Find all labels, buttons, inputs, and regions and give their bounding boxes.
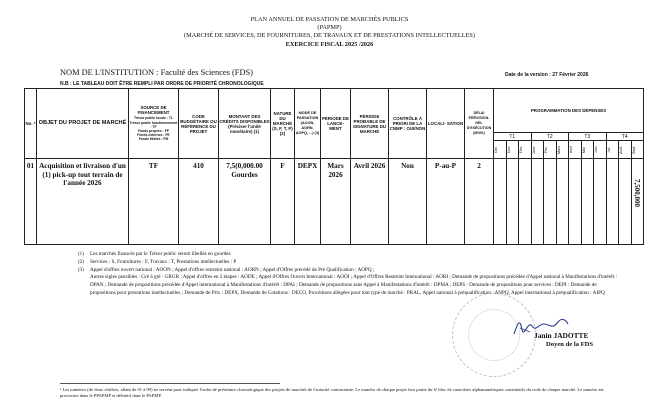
month-cell xyxy=(631,141,644,159)
month-cell xyxy=(544,159,557,245)
version-date: Date de la version : 27 Février 2026 xyxy=(505,72,589,78)
col-source xyxy=(129,89,179,159)
col-programmation: PROGRAMMATION DES DÉPENSES xyxy=(494,89,644,133)
col-objet: OBJET DU PROJET DE MARCHÉ xyxy=(37,89,129,159)
month-cell xyxy=(494,141,507,159)
month-cell xyxy=(506,159,519,245)
month-may: Mai xyxy=(581,146,586,153)
month-cell xyxy=(581,159,594,245)
row-delai: 2 xyxy=(465,159,494,245)
month-cell xyxy=(619,141,632,159)
month-cell xyxy=(569,159,582,245)
legend-text: Les marchés financés par le Trésor public seront libellés en gourdes xyxy=(90,251,231,257)
signatory-role: Doyen de la FDS xyxy=(546,341,594,348)
month-apr: Avril xyxy=(569,146,573,153)
month-jun: Juin xyxy=(594,146,598,153)
month-nov: Nov xyxy=(506,146,511,153)
month-cell xyxy=(581,141,594,159)
month-cell xyxy=(519,141,532,159)
month-mar: Mars xyxy=(556,145,561,154)
month-cell xyxy=(594,141,607,159)
legend-item xyxy=(78,259,618,267)
row-objet: Acquisition et livraison d'un (1) pick-up tout terrain de l'année 2026 xyxy=(37,159,129,245)
trimester-3: T3 xyxy=(569,133,607,141)
month-sep: Sept xyxy=(631,145,636,154)
trimester-1: T1 xyxy=(494,133,532,141)
row-controle: Non xyxy=(389,159,427,245)
col-source-label: SOURCE DE FINANCEMENT xyxy=(137,105,170,116)
legend-marker: (3) xyxy=(78,267,84,273)
col-montant: MONTANT DES CRÉDITS DISPONIBLES (Préciser l'unité monétaire) (1) xyxy=(219,89,271,159)
month-cell xyxy=(506,141,519,159)
col-code: CODE BUDGÉTAIRE OU RÉFÉRENCE DU PROJET xyxy=(179,89,219,159)
legend-text: Autres sigles possibles : Gré à gré : GRGR ; Appel d'offres en 2 étapes : AODE ; Appel d'Offres Ouvert International : AOOI ; Appel d'Offres Restreint International : AORI ; Demande de propositions précédée d'Appel national à Manifestations d'intérêt : DPAN ; Demande de propositions précédée d'Appel international à Manifestations d'intérêt : DPAI ; Demande de propositions sans Appel à Manifestations d'intérêt : DPMA ; DEPS : Demande de propositions pour services : DEPI : Demande de propositions pour prestations intellectuelles ; Demande de Prix : DEPX, Demande de Cotations : DECO, Procédures allégées pour tout type de marché : PRAL, Appel national à préqualification : ANPQ, Appel international à préqualification : AIPQ xyxy=(90,274,617,296)
legend-item xyxy=(78,274,618,297)
plan-title: PLAN ANNUEL DE PASSATION DE MARCHÉS PUBLICS xyxy=(250,16,409,23)
col-no: No. * xyxy=(25,89,37,159)
month-jul: Juil xyxy=(606,146,611,153)
table-row xyxy=(25,159,644,245)
col-nature: NATURE DU MARCHÉ (S, F, T, P) (2) xyxy=(271,89,295,159)
legend-item xyxy=(78,251,618,259)
month-cell xyxy=(531,141,544,159)
trimester-4: T4 xyxy=(606,133,644,141)
priority-note: N.B : LE TABLEAU DOIT ÊTRE REMPLI PAR ORDRE DE PRIORITÉ CHRONOLOGIQUE xyxy=(60,81,264,87)
col-lancement: PÉRIODE DE LANCE- MENT xyxy=(321,89,351,159)
signatory-name: Janin JADOTTE xyxy=(534,331,589,340)
plan-acronym: (PAPMP) xyxy=(317,24,342,32)
month-cell xyxy=(531,159,544,245)
fiscal-year: EXERCICE FISCAL 2025 /2026 xyxy=(285,40,374,48)
month-cell xyxy=(619,159,632,245)
col-controle: CONTRÔLE À PRIORI DE LA CNMP : OUI/NON xyxy=(389,89,427,159)
legend xyxy=(78,251,618,298)
institution-name: NOM DE L'INSTITUTION : Faculté des Sciences (FDS) xyxy=(60,68,253,77)
row-mode: DEPX xyxy=(295,159,321,245)
header-row xyxy=(25,89,644,133)
month-cell xyxy=(631,159,644,245)
col-delai: DÉLAI PRÉVISION- NEL D'EXÉCUTION (MOIS) xyxy=(465,89,494,159)
month-cell xyxy=(606,159,619,245)
legend-item xyxy=(78,267,618,275)
col-mode: MODE DE PASSATION (AOON, AORN, AOPQ, ...) (3) xyxy=(295,89,321,159)
footnote-divider xyxy=(60,383,280,384)
col-signature: PÉRIODE PROBABLE DE SIGNATURE DU MARCHÉ xyxy=(351,89,389,159)
programmation-amount: 7,500,000 xyxy=(633,179,641,207)
legend-marker: (1) xyxy=(78,252,84,257)
row-signature: Avril 2026 xyxy=(351,159,389,245)
month-cell xyxy=(569,141,582,159)
month-jan: Janv xyxy=(531,145,536,154)
row-code: 410 xyxy=(179,159,219,245)
row-nature: F xyxy=(271,159,295,245)
month-cell xyxy=(494,159,507,245)
plan-subtitle: (MARCHÉ DE SERVICES, DE FOURNITURES, DE TRAVAUX ET DE PRESTATIONS INTELLECTUELLES) xyxy=(184,32,475,40)
row-localisation: P-au-P xyxy=(427,159,465,245)
row-lancement: Mars 2026 xyxy=(321,159,351,245)
month-cell xyxy=(519,159,532,245)
trimester-2: T2 xyxy=(531,133,569,141)
month-cell xyxy=(594,159,607,245)
row-source: TF xyxy=(129,159,179,245)
document-header xyxy=(0,16,659,49)
legend-marker: (2) xyxy=(78,259,84,265)
col-localisation: LOCALI- SATION xyxy=(427,89,465,159)
month-cell xyxy=(606,141,619,159)
month-dec: Déc xyxy=(519,146,523,153)
legend-text: Appel d'offres ouvert national : AOON ; Appel d'offres restreint national : AORN ; Appel d'Offres précédé de Pré Qualification : AOPQ ; xyxy=(90,266,375,273)
month-cell xyxy=(556,141,569,159)
procurement-table xyxy=(24,88,644,245)
col-source-codes: Trésor public locale : TL Trésor public fonctionnement : TF Fonds propres : FP Fonds externes : FE Fonds Mixtes : FM xyxy=(129,116,178,142)
month-oct: Oct xyxy=(494,146,498,153)
legend-text: Services : S, Fournitures : F, Travaux : T, Prestations intellectuelles : P xyxy=(90,258,237,265)
month-feb: Fév xyxy=(544,146,548,153)
row-no: 01 xyxy=(25,159,37,245)
row-montant: 7,5(0,000.00 Gourdes xyxy=(219,159,271,245)
month-cell xyxy=(556,159,569,245)
footnote: ¹ Les numéros (de deux chiffres, allant de 01 à 99) ne servent pour indiquer l'ordre de préséance chronologique des projets de marchés de l'autorité contractante. Le numéro de chaque projet fera partie du 6ᵉ bloc de caractères alphanumériques constitutifs du code de chaque marché. Le numéro est provisoire dans le PPAPMP et définitif dans le PAPMP. xyxy=(60,387,604,398)
month-aug: Août xyxy=(619,145,623,154)
month-cell xyxy=(544,141,557,159)
